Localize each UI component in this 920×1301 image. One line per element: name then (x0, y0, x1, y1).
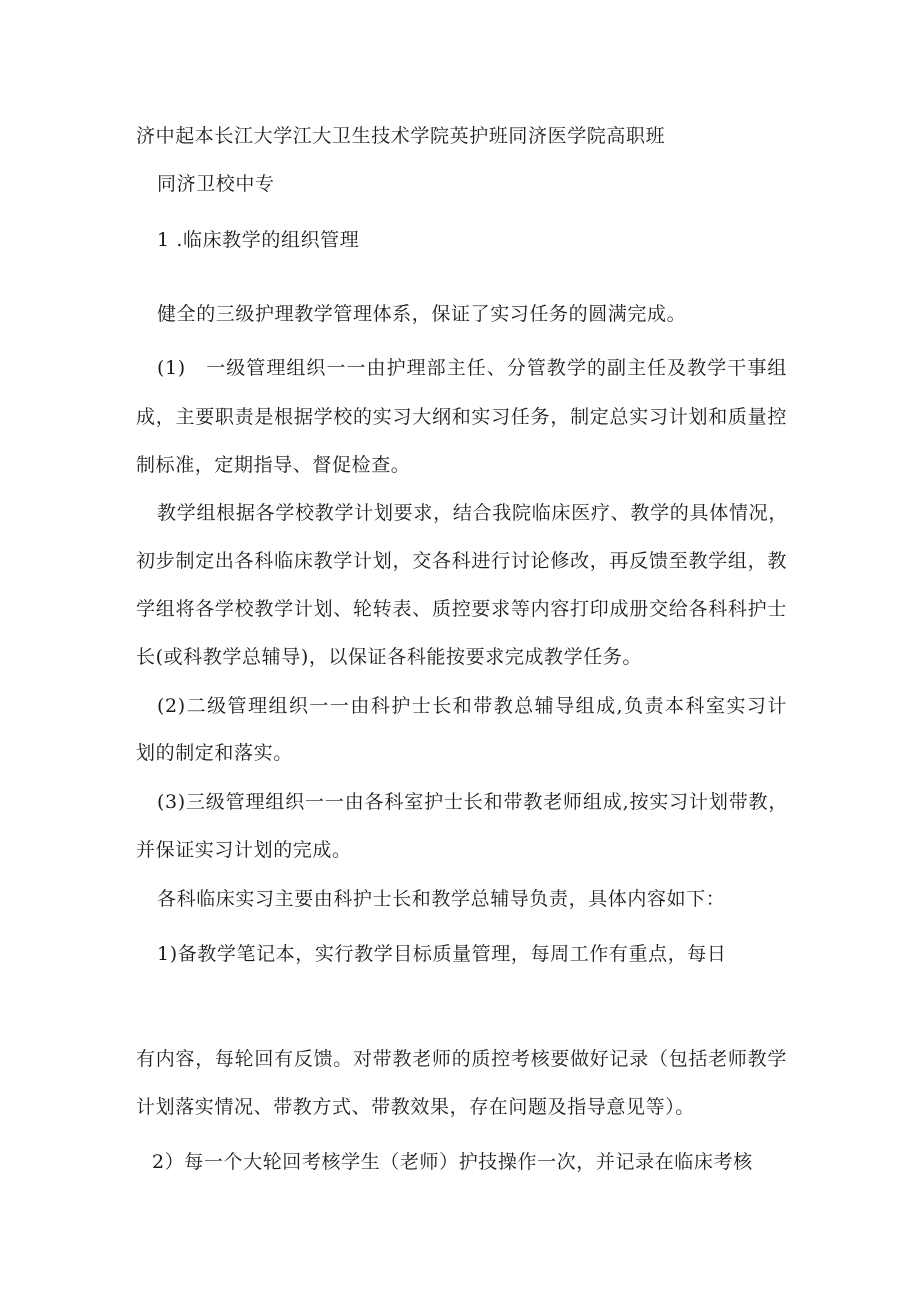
text-line: 划的制定和落实。 (136, 742, 293, 764)
text-line: 长(或科教学总辅导)，以保证各科能按要求完成教学任务。 (136, 646, 643, 668)
text-line: 初步制定出各科临床教学计划，交各科进行讨论修改，再反馈至教学组，教 (136, 550, 787, 572)
text-line: (2)二级管理组织一一由科护士长和带教总辅导组成,负责本科室实习计 (157, 695, 787, 717)
text-line: 计划落实情况、带教方式、带教效果，存在问题及指导意见等）。 (136, 1096, 695, 1118)
text-line: 有内容，每轮回有反馈。对带教老师的质控考核要做好记录（包括老师教学 (136, 1048, 787, 1070)
text-line: 1)备教学笔记本，实行教学目标质量管理，每周工作有重点，每日 (157, 943, 727, 965)
text-line: 2）每一个大轮回考核学生（老师）护技操作一次，并记录在临床考核 (152, 1151, 753, 1173)
text-line: 各科临床实习主要由科护士长和教学总辅导负责，具体内容如下： (157, 888, 726, 910)
text-line: 学组将各学校教学计划、轮转表、质控要求等内容打印成册交给各科科护士 (136, 598, 787, 620)
text-line: 制标准，定期指导、督促检查。 (136, 454, 411, 476)
section-heading: 1 .临床教学的组织管理 (157, 229, 360, 251)
text-line: 济中起本长江大学江大卫生技术学院英护班同济医学院高职班 (136, 125, 666, 147)
text-line: (3)三级管理组织一一由各科室护士长和带教老师组成,按实习计划带教， (157, 791, 788, 813)
text-line: (1) 一级管理组织一一由护理部主任、分管教学的副主任及教学干事组 (157, 357, 787, 379)
text-line: 教学组根据各学校教学计划要求，结合我院临床医疗、教学的具体情况， (157, 502, 788, 524)
text-line: 健全的三级护理教学管理体系，保证了实习任务的圆满完成。 (157, 303, 687, 325)
text-line: 同济卫校中专 (157, 173, 275, 195)
text-line: 成，主要职责是根据学校的实习大纲和实习任务，制定总实习计划和质量控 (136, 406, 787, 428)
text-line: 并保证实习计划的完成。 (136, 839, 352, 861)
